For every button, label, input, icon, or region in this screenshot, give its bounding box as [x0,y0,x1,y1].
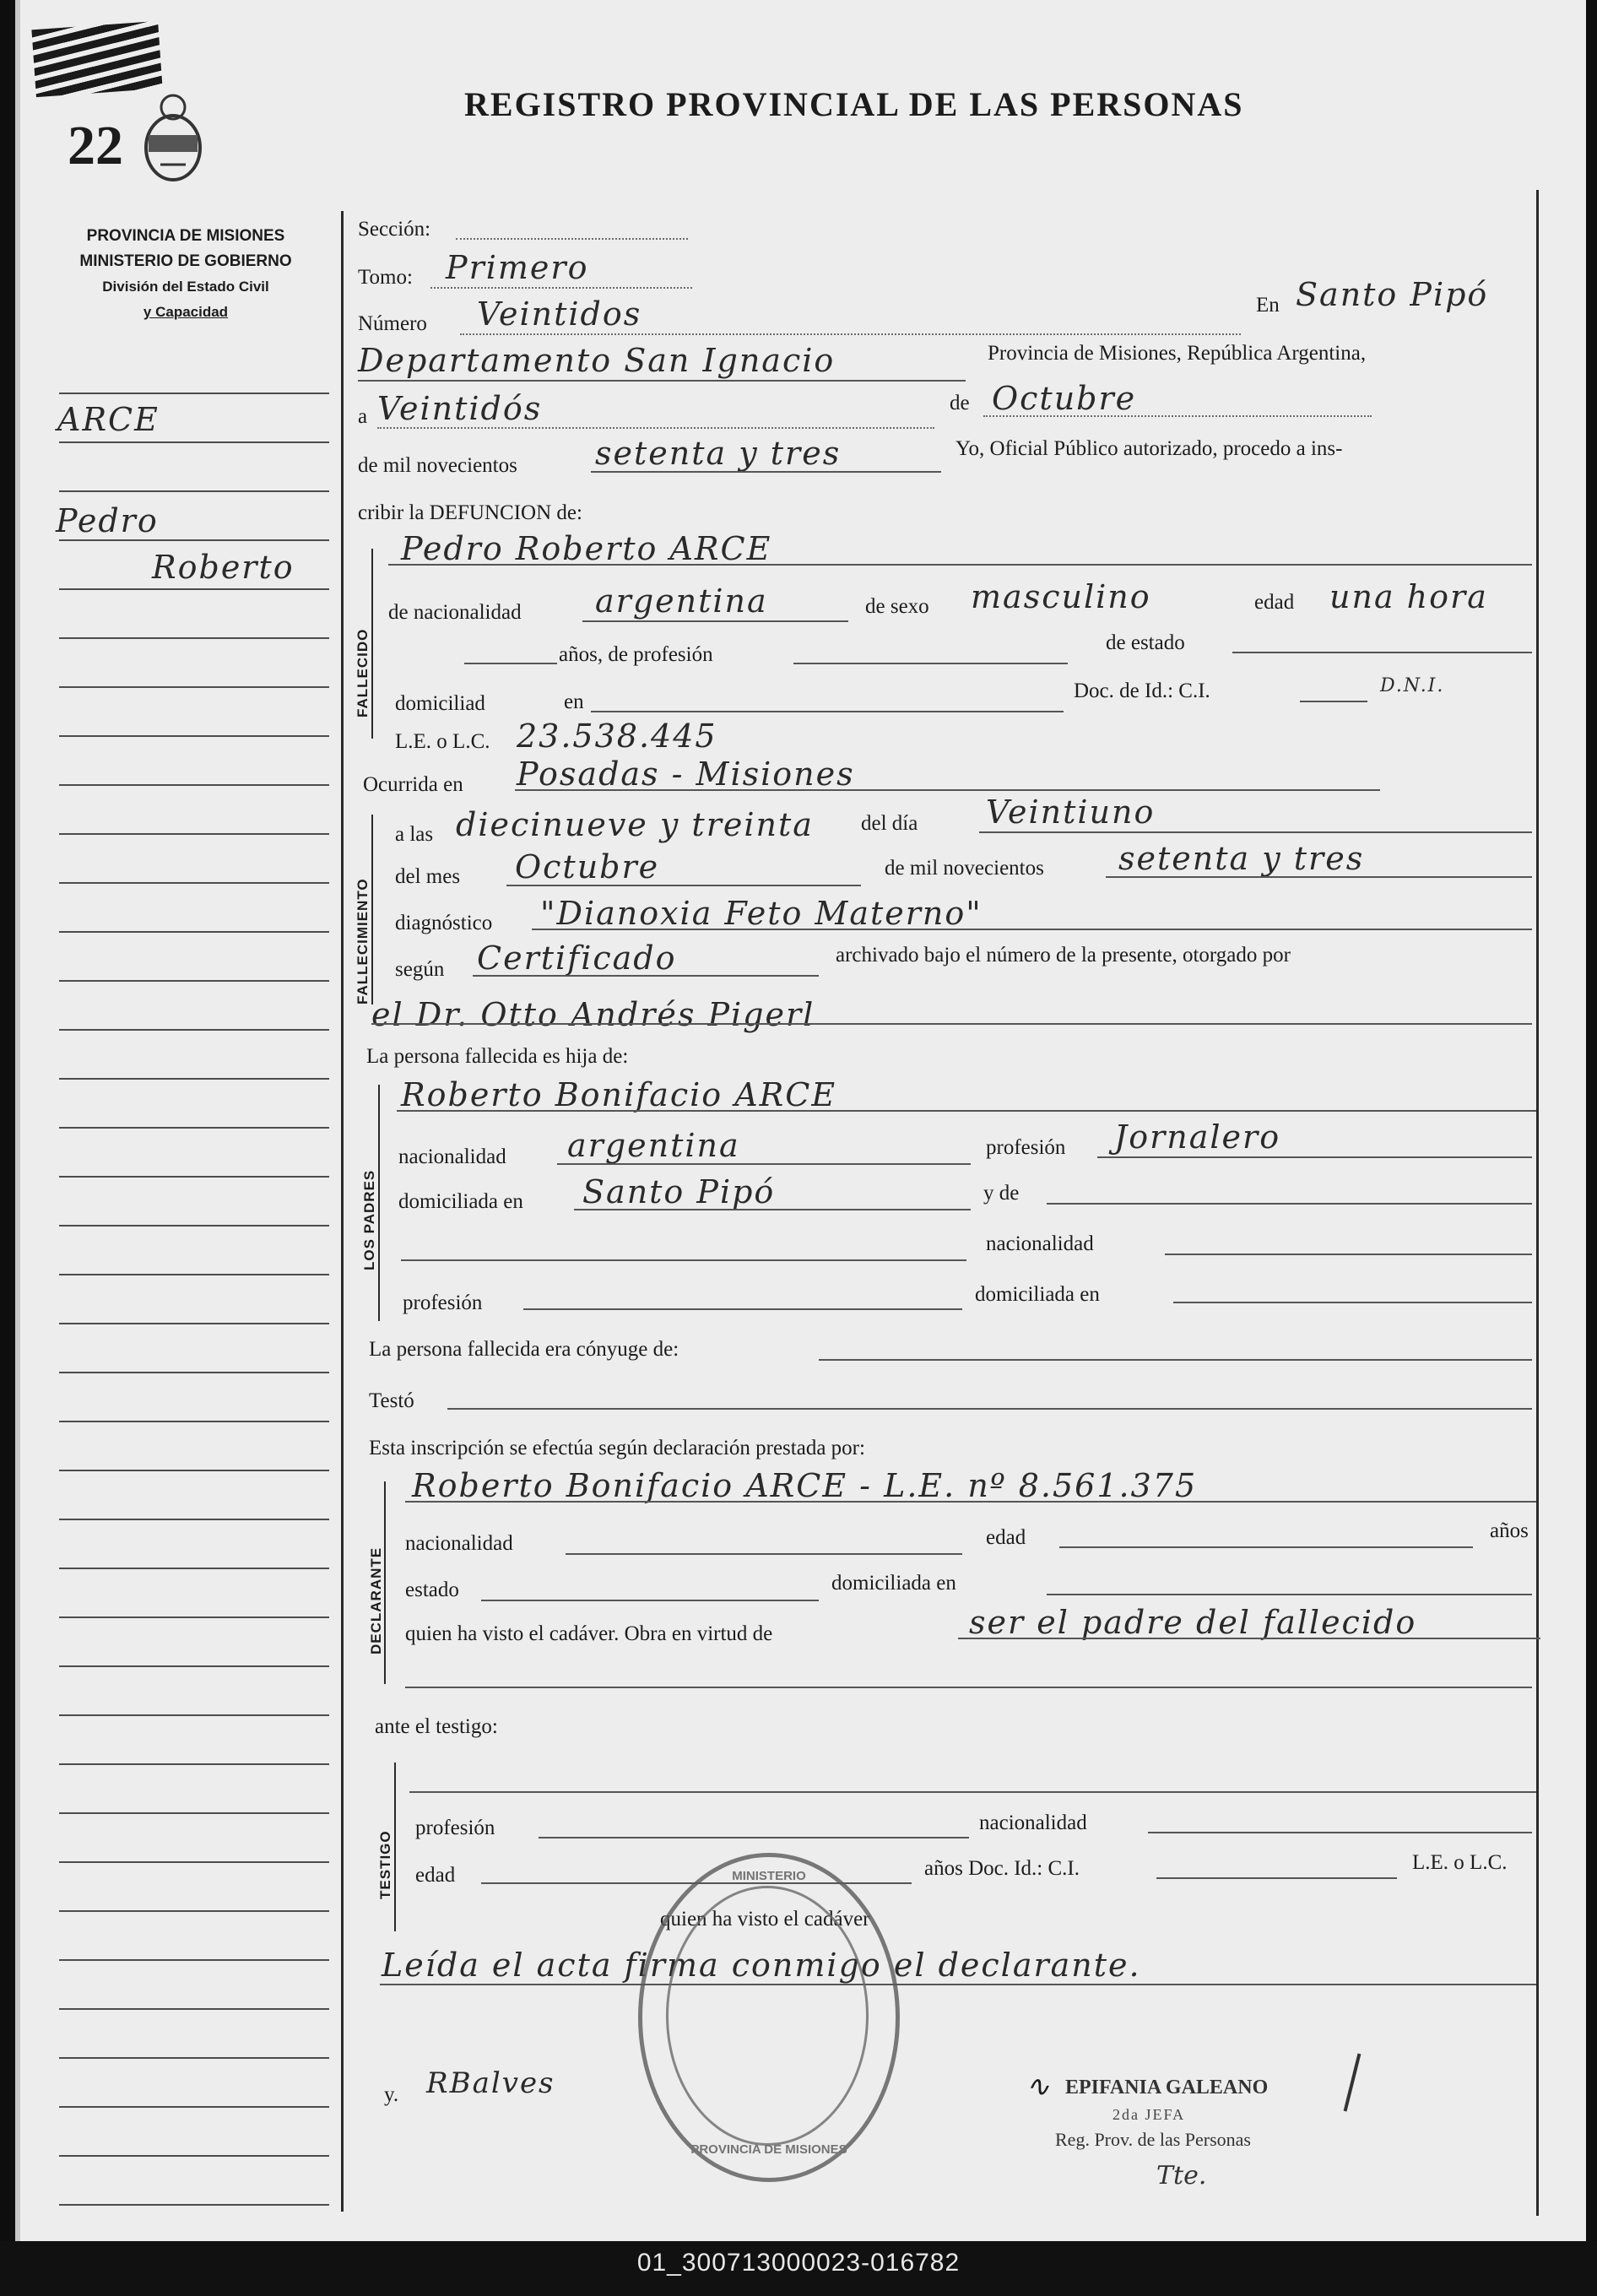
label-p-prof: profesión [986,1136,1066,1159]
label-p-prof2: profesión [403,1292,483,1314]
margin-rule [59,784,329,786]
value-cierre: Leída el acta firma conmigo el declarante. [382,1947,1141,1984]
value-lugar: Santo Pipó [1296,276,1489,313]
file-code: 01_300713000023-016782 [636,2249,961,2277]
value-padre: Roberto Bonifacio ARCE [401,1076,837,1113]
value-hora: diecinueve y treinta [456,806,814,843]
margin-rule [59,1029,329,1031]
authority-line: MINISTERIO DE GOBIERNO [79,252,292,270]
label-inscripcion: Esta inscripción se efectúa según declaración prestada por: [369,1437,865,1459]
field-line [591,711,1064,712]
margin-rule [59,1812,329,1814]
section-bracket [394,1763,396,1931]
field-line [388,564,1532,566]
label-t-doc: años Doc. Id.: C.I. [924,1857,1080,1880]
label-hija: La persona fallecida es hija de: [366,1045,629,1068]
signature-scrawl: ∿ [1026,2070,1050,2104]
field-line [539,1837,969,1838]
value-nacionalidad: argentina [595,582,768,620]
field-line [380,1984,1536,1985]
field-line [582,620,848,622]
label-y: y. [384,2083,399,2106]
margin-rule [59,2057,329,2059]
value-medico: el Dr. Otto Andrés Pigerl [371,996,815,1033]
official-stamp [638,1853,900,2182]
field-line [358,380,966,382]
value-padre-nac: argentina [567,1127,740,1164]
field-line [377,427,934,429]
field-line [456,238,688,240]
field-line [1232,652,1532,653]
right-border [1536,190,1539,2216]
margin-rule [59,1323,329,1324]
margin-given-name: Roberto [152,549,295,586]
label-nacionalidad: de nacionalidad [388,601,522,624]
label-a-las: a las [395,823,434,846]
label-cribir: cribir la DEFUNCION de: [358,501,582,524]
margin-rule [59,1861,329,1863]
coat-of-arms-icon [143,89,203,186]
value-firma: RBalves [426,2066,555,2100]
label-t-nac: nacionalidad [979,1811,1087,1834]
label-sexo: de sexo [865,595,929,618]
field-line [983,415,1372,417]
label-segun: según [395,958,445,981]
field-line [464,663,557,664]
margin-rule [59,393,329,394]
margin-rule [59,637,329,639]
label-de-mil: de mil novecientos [358,454,517,477]
margin-rule [59,1225,329,1227]
section-label-fallecido: FALLECIDO [355,628,371,718]
label-en: En [1256,294,1280,317]
margin-rule [59,441,329,443]
label-tomo: Tomo: [358,266,413,289]
stamp-text: MINISTERIO [732,1869,806,1883]
field-line [481,1600,819,1601]
stamp-text: PROVINCIA DE MISIONES [690,2142,847,2157]
label-t-edad: edad [415,1864,456,1887]
value-dia-f: Veintiuno [986,793,1156,831]
margin-surname: ARCE [57,401,160,438]
label-yo: Yo, Oficial Público autorizado, procedo a ins- [955,437,1343,460]
field-line [574,1209,971,1210]
field-line [1300,701,1367,702]
field-line [405,1687,1532,1688]
label-d-anos: años [1490,1519,1529,1542]
field-line [401,1259,966,1261]
signatory-name: EPIFANIA GALEANO [1065,2077,1269,2098]
section-bracket [371,815,373,1004]
label-d-edad: edad [986,1526,1026,1549]
margin-rule [59,1127,329,1129]
value-mes-f: Octubre [515,848,660,885]
margin-rule [59,1274,329,1275]
signatory-extra: Tte. [1156,2161,1207,2190]
value-doc: D.N.I. [1380,675,1445,696]
authority-line: División del Estado Civil [102,279,269,295]
field-line [1106,876,1532,878]
field-line [523,1308,962,1310]
margin-rule [59,588,329,590]
signatory-title: 2da JEFA [1112,2106,1186,2123]
label-p-dom2: domiciliada en [975,1283,1100,1306]
margin-rule [59,490,329,492]
margin-rule [59,2008,329,2010]
label-en-dom: en [564,690,584,713]
label-p-yde: y de [983,1182,1020,1205]
value-departamento: Departamento San Ignacio [358,342,836,379]
margin-rule [59,2106,329,2108]
field-line [557,1163,971,1165]
field-line [1059,1546,1473,1548]
margin-rule [59,1910,329,1912]
label-a: a [358,405,368,428]
field-line [1165,1254,1532,1255]
field-line [405,1501,1536,1503]
field-line [506,885,861,886]
label-le: L.E. o L.C. [395,730,490,753]
value-obra: ser el padre del fallecido [969,1604,1417,1641]
field-line [591,471,941,473]
field-line [1156,1877,1397,1879]
label-seccion: Sección: [358,218,431,241]
authority-line: PROVINCIA DE MISIONES [86,227,285,245]
label-domiciliad: domiciliad [395,692,485,715]
label-ocurrida: Ocurrida en [363,773,463,796]
value-padre-dom: Santo Pipó [582,1173,776,1210]
margin-rule [59,1568,329,1569]
margin-rule [59,1519,329,1520]
value-edad: una hora [1329,578,1488,615]
section-bracket [371,549,373,739]
section-bracket [378,1085,380,1321]
margin-rule [59,1616,329,1618]
section-label-testigo: TESTIGO [377,1830,393,1899]
field-line [447,1408,1532,1410]
section-label-declarante: DECLARANTE [368,1546,384,1654]
field-line [958,1638,1540,1639]
label-anos-prof: años, de profesión [559,643,713,666]
value-declarante: Roberto Bonifacio ARCE - L.E. nº 8.561.375 [412,1467,1198,1504]
margin-rule [59,980,329,982]
label-edad: edad [1254,591,1295,614]
field-line [1173,1302,1532,1303]
field-line [371,1023,1532,1025]
margin-rule [59,1372,329,1373]
field-line [819,1359,1532,1361]
value-ocurrida: Posadas - Misiones [517,755,855,793]
field-line [515,789,1380,791]
section-label-fallecimiento: FALLECIMIENTO [355,878,371,1004]
margin-rule [59,686,329,688]
label-del-dia: del día [861,812,918,835]
value-segun: Certificado [477,940,677,977]
value-dia: Veintidós [377,390,543,427]
field-line [1097,1156,1532,1158]
margin-rule [59,882,329,884]
label-d-dom: domiciliada en [831,1572,956,1595]
label-de: de [950,392,970,414]
page-title: REGISTRO PROVINCIAL DE LAS PERSONAS [464,85,1244,123]
margin-rule [59,1959,329,1961]
field-line [566,1553,962,1555]
label-doc: Doc. de Id.: C.I. [1074,680,1210,702]
margin-rule [59,2204,329,2206]
label-d-estado: estado [405,1578,459,1601]
value-numero: Veintidos [477,295,642,333]
field-line [1148,1832,1532,1833]
value-padre-prof: Jornalero [1114,1118,1281,1156]
margin-rule [59,735,329,737]
margin-rule [59,539,329,541]
margin-rule [59,931,329,933]
signatory-office: Reg. Prov. de las Personas [1055,2129,1251,2150]
authority-block [34,224,338,325]
label-p-nac2: nacionalidad [986,1232,1094,1255]
label-archivado: archivado bajo el número de la presente, otorgado por [836,944,1291,967]
margin-given-name: Pedro [56,502,159,539]
label-diagnostico: diagnóstico [395,912,493,934]
label-t-visto: quien ha visto el cadáver [660,1908,870,1930]
margin-rule [59,1470,329,1471]
field-line [1047,1203,1532,1205]
label-de-mil2: de mil novecientos [885,857,1044,880]
margin-divider [341,211,344,2212]
value-sexo: masculino [971,578,1151,615]
value-mes: Octubre [992,380,1137,417]
margin-rule [59,1763,329,1765]
label-numero: Número [358,312,427,335]
value-diagnostico: "Dianoxia Feto Materno" [540,895,983,932]
value-le: 23.538.445 [517,718,717,755]
margin-rule [59,1714,329,1716]
field-line [397,1110,1536,1112]
label-estado: de estado [1106,631,1185,654]
margin-rule [59,1665,329,1667]
value-anio-f: setenta y tres [1118,840,1365,877]
field-line [409,1791,1536,1793]
field-line [473,975,819,977]
label-t-prof: profesión [415,1817,495,1839]
label-d-visto: quien ha visto el cadáver. Obra en virtud de [405,1622,773,1645]
sheet-number: 22 [68,115,123,176]
field-line [979,831,1532,833]
field-line [1047,1594,1532,1595]
label-testigo: ante el testigo: [375,1715,498,1738]
field-line [430,287,692,289]
value-anio: setenta y tres [595,435,842,472]
field-line [460,333,1241,335]
margin-rule [59,833,329,835]
label-p-nac: nacionalidad [398,1145,506,1168]
margin-rule [59,1078,329,1080]
margin-rule [59,2155,329,2157]
label-t-le: L.E. o L.C. [1412,1851,1508,1874]
label-del-mes: del mes [395,865,461,888]
value-nombre: Pedro Roberto ARCE [401,530,772,567]
label-p-dom: domiciliada en [398,1190,523,1213]
label-provincia: Provincia de Misiones, República Argentina, [988,342,1367,365]
section-label-padres: LOS PADRES [361,1169,377,1270]
label-conyuge: La persona fallecida era cónyuge de: [369,1338,679,1361]
label-testo: Testó [369,1389,414,1412]
margin-rule [59,1176,329,1178]
value-tomo: Primero [446,249,589,286]
field-line [532,929,1532,930]
scribble-mark [31,21,162,97]
margin-rule [59,1421,329,1422]
field-line [793,663,1068,664]
authority-line: y Capacidad [143,304,229,320]
label-d-nac: nacionalidad [405,1532,513,1555]
